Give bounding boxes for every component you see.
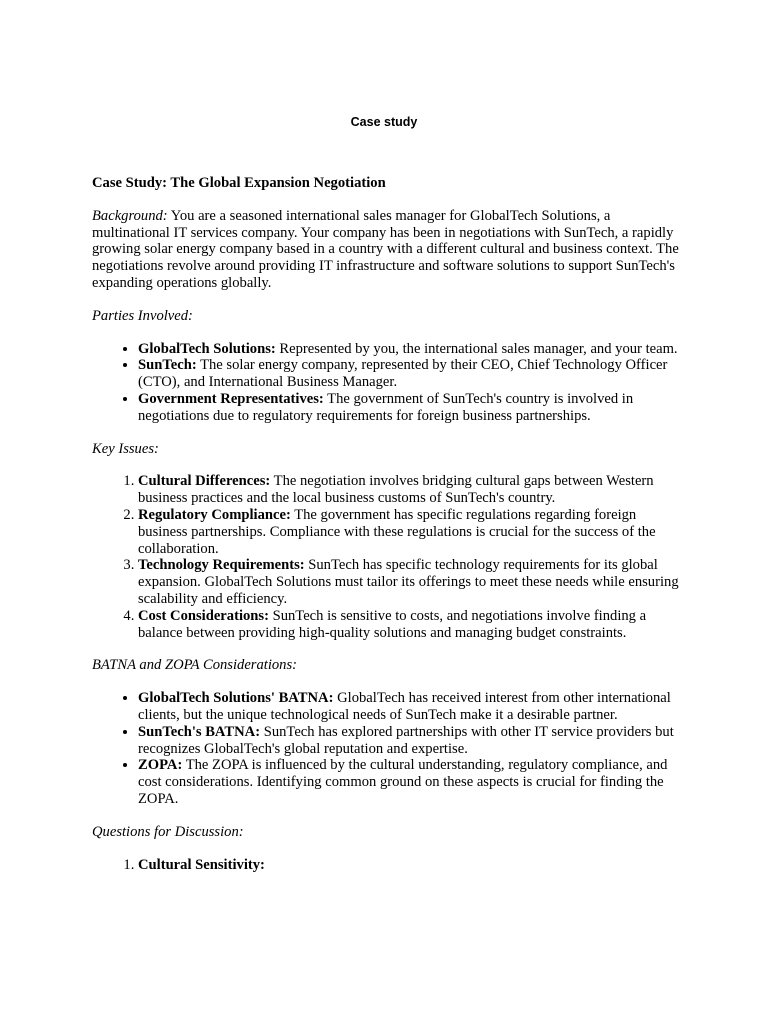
parties-list <box>92 341 682 425</box>
list-item <box>138 473 682 507</box>
list-item <box>138 608 682 642</box>
batna-heading: BATNA and ZOPA Considerations: <box>92 657 298 674</box>
list-item-term: Regulatory Compliance: <box>138 506 291 523</box>
list-item-term: Cost Considerations: <box>138 607 269 624</box>
list-item <box>138 391 682 425</box>
list-item <box>138 557 682 607</box>
list-item-term: GlobalTech Solutions: <box>138 340 276 357</box>
list-item <box>138 357 682 391</box>
list-item <box>138 757 682 807</box>
list-item-term: Government Representatives: <box>138 390 324 407</box>
list-item-text: The solar energy company, represented by their CEO, Chief Technology Officer (CTO), and International Business Manager. <box>138 357 668 391</box>
batna-list <box>92 690 682 808</box>
list-item-term: SunTech: <box>138 357 197 374</box>
key-issues-heading: Key Issues: <box>92 440 159 457</box>
list-item-text: SunTech has explored partnerships with other IT service providers but recognizes GlobalTech's global reputation and expertise. <box>138 723 674 757</box>
list-item-term: Technology Requirements: <box>138 557 305 574</box>
background-paragraph <box>92 208 682 292</box>
document-title: Case Study: The Global Expansion Negotiation <box>92 175 386 191</box>
list-item-text: SunTech is sensitive to costs, and negotiations involve finding a balance between providing high-quality solutions and managing budget constraints. <box>138 607 647 641</box>
list-item-term: ZOPA: <box>138 757 183 774</box>
background-text: You are a seasoned international sales manager for GlobalTech Solutions, a multinational IT services company. Your company has been in negotiations with SunTech, a rapidly growing solar energy company based in a country with a different cultural and business context. The negotiations revolve around providing IT infrastructure and software solutions to support SunTech's expanding operations globally. <box>92 207 679 291</box>
list-item <box>138 857 682 874</box>
parties-heading: Parties Involved: <box>92 307 193 324</box>
list-item <box>138 724 682 758</box>
questions-list <box>92 857 682 874</box>
page-header-title: Case study <box>350 115 418 129</box>
background-label: Background: <box>92 207 168 224</box>
list-item-text: The government has specific regulations regarding foreign business partnerships. Compliance with these regulations is crucial for the success of the collaboration. <box>138 506 656 557</box>
list-item <box>138 341 682 358</box>
key-issues-list <box>92 473 682 641</box>
list-item-text: SunTech has specific technology requirements for its global expansion. GlobalTech Solutions must tailor its offerings to meet these needs while ensuring scalability and efficiency. <box>138 557 679 607</box>
list-item-text: GlobalTech has received interest from other international clients, but the unique technological needs of SunTech make it a desirable partner. <box>138 690 671 723</box>
questions-heading: Questions for Discussion: <box>92 823 244 840</box>
list-item <box>138 507 682 557</box>
list-item-text: Represented by you, the international sales manager, and your team. <box>275 340 678 357</box>
list-item-term: Cultural Differences: <box>138 473 271 490</box>
list-item-term: GlobalTech Solutions' BATNA: <box>138 690 334 707</box>
document-body <box>92 175 682 889</box>
list-item-term: Cultural Sensitivity: <box>138 856 265 873</box>
list-item-text: The ZOPA is influenced by the cultural understanding, regulatory compliance, and cost considerations. Identifying common ground on these aspects is crucial for finding the ZOPA. <box>138 757 668 807</box>
list-item <box>138 690 682 724</box>
list-item-text: The government of SunTech's country is involved in negotiations due to regulatory requirements for foreign business partnerships. <box>138 390 634 424</box>
list-item-text: The negotiation involves bridging cultural gaps between Western business practices and the local business customs of SunTech's country. <box>138 473 654 507</box>
list-item-term: SunTech's BATNA: <box>138 723 261 740</box>
